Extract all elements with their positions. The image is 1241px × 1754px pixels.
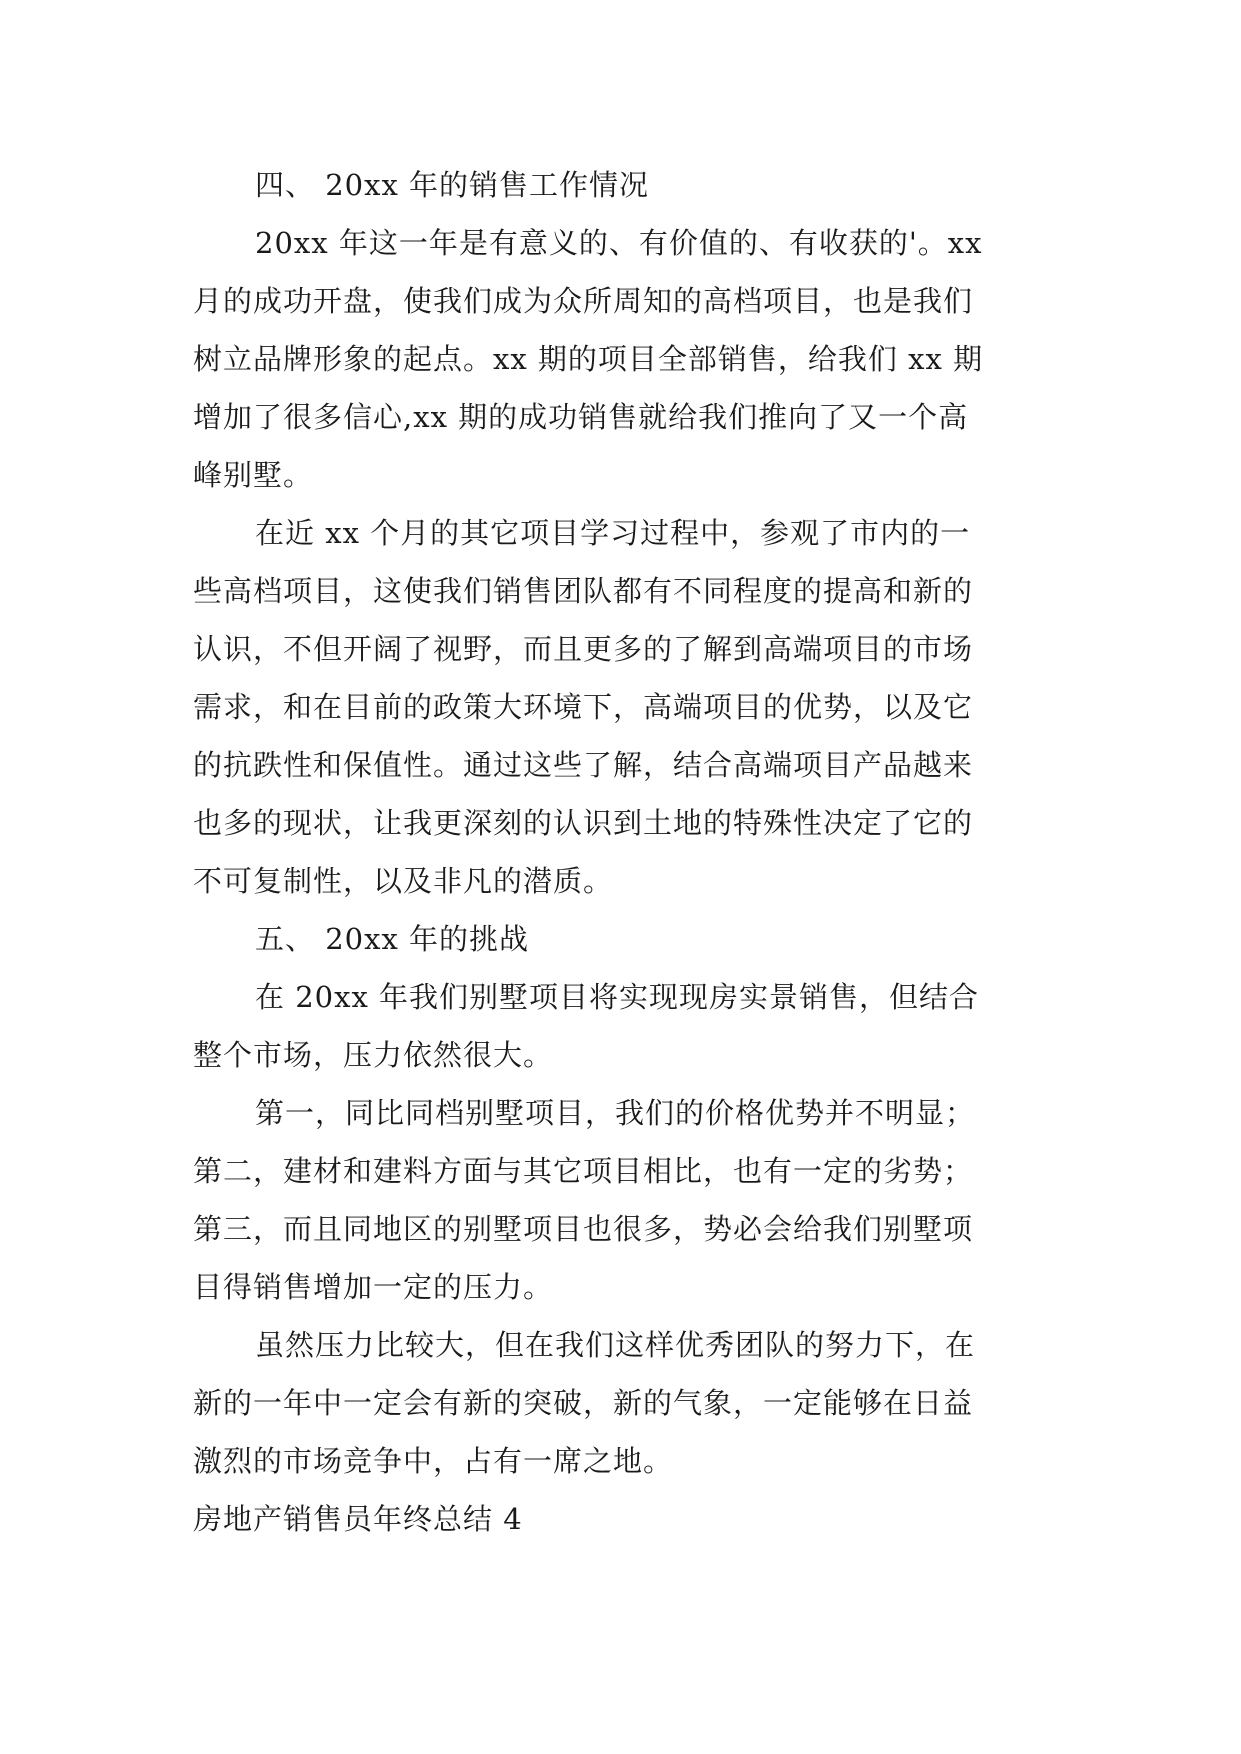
section-heading-4: 四、 20xx 年的销售工作情况: [255, 168, 650, 202]
paragraph-line: 激烈的市场竞争中，占有一席之地。: [193, 1444, 674, 1478]
paragraph-line: 不可复制性，以及非凡的潜质。: [193, 864, 614, 898]
paragraph-line: 树立品牌形象的起点。xx 期的项目全部销售，给我们 xx 期: [193, 342, 984, 376]
paragraph-line: 整个市场，压力依然很大。: [193, 1038, 554, 1072]
paragraph-line: 在近 xx 个月的其它项目学习过程中，参观了市内的一: [255, 516, 971, 550]
paragraph-line: 增加了很多信心,xx 期的成功销售就给我们推向了又一个高: [193, 400, 969, 434]
paragraph-line: 的抗跌性和保值性。通过这些了解，结合高端项目产品越来: [193, 748, 974, 782]
paragraph-line: 目得销售增加一定的压力。: [193, 1270, 554, 1304]
section-heading-5: 五、 20xx 年的挑战: [255, 922, 530, 956]
paragraph-line: 认识，不但开阔了视野，而且更多的了解到高端项目的市场: [193, 632, 974, 666]
paragraph-line: 第一，同比同档别墅项目，我们的价格优势并不明显；: [255, 1096, 976, 1130]
document-section-title: 房地产销售员年终总结 4: [193, 1502, 523, 1536]
paragraph-line: 虽然压力比较大，但在我们这样优秀团队的努力下，在: [255, 1328, 976, 1362]
paragraph-line: 在 20xx 年我们别墅项目将实现现房实景销售，但结合: [255, 980, 980, 1014]
paragraph-line: 20xx 年这一年是有意义的、有价值的、有收获的'。xx: [255, 226, 983, 260]
paragraph-line: 第三，而且同地区的别墅项目也很多，势必会给我们别墅项: [193, 1212, 974, 1246]
paragraph-line: 也多的现状，让我更深刻的认识到土地的特殊性决定了它的: [193, 806, 974, 840]
paragraph-line: 月的成功开盘，使我们成为众所周知的高档项目，也是我们: [193, 284, 974, 318]
paragraph-line: 些高档项目，这使我们销售团队都有不同程度的提高和新的: [193, 574, 974, 608]
paragraph-line: 新的一年中一定会有新的突破，新的气象，一定能够在日益: [193, 1386, 974, 1420]
paragraph-line: 第二，建材和建料方面与其它项目相比，也有一定的劣势；: [193, 1154, 974, 1188]
paragraph-line: 峰别墅。: [193, 458, 314, 492]
paragraph-line: 需求，和在目前的政策大环境下，高端项目的优势，以及它: [193, 690, 974, 724]
